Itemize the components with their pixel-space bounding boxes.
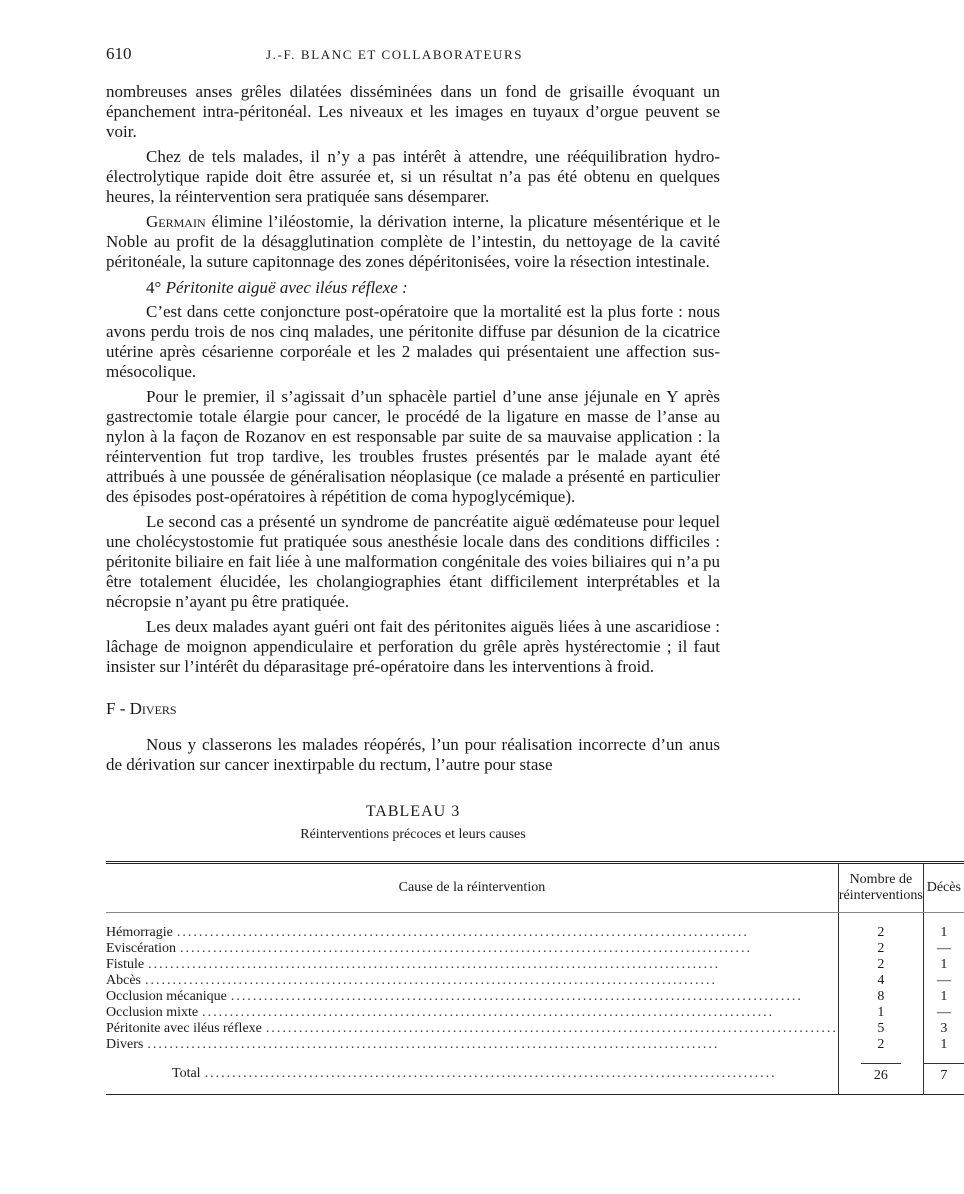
table-header-row — [106, 863, 964, 913]
row-deaths: 1 — [940, 989, 948, 1004]
header-deaths: Décès — [923, 863, 964, 913]
paragraph — [106, 212, 720, 272]
header-cause: Cause de la réintervention — [106, 863, 838, 913]
leader-dots — [145, 973, 838, 989]
paragraph-text: élimine l’iléostomie, la dérivation interne, la plicature mésentérique et le Noble au profit de la désagglutination complète de l’intestin, du nettoyage de la cavité péritonéale, la suture capitonnage des zones dépéritonisées, voire la résection intestinale. — [106, 212, 720, 271]
section-prefix: F - — [106, 699, 130, 718]
row-cause: Occlusion mécanique — [106, 989, 227, 1005]
row-count: 1 — [838, 1005, 923, 1021]
row-cause: Fistule — [106, 957, 145, 973]
section-number: 4° — [146, 278, 162, 297]
row-deaths: — — [936, 973, 951, 988]
row-count: 2 — [838, 957, 923, 973]
paragraph: Pour le premier, il s’agissait d’un sphacèle partiel d’une anse jéjunale en Y après gastrectomie totale élargie pour cancer, le procédé de la ligature en masse de l’anse au nylon à la façon de Rozanov en est responsable par suite de sa mauvaise application : la réintervention fut trop tardive, les troubles frustes présentés par le malade ayant été attribués à une poussée de généralisation néoplasique (ce malade a présenté en particulier des épisodes post-opératoires à répétition de coma hypoglycémique). — [106, 387, 720, 506]
row-count: 4 — [838, 973, 923, 989]
row-count: 8 — [838, 989, 923, 1005]
leader-dots — [202, 1005, 838, 1021]
row-deaths: 1 — [940, 925, 948, 940]
leader-dots — [147, 1037, 838, 1053]
row-count: 2 — [838, 1037, 923, 1057]
row-cause: Abcès — [106, 973, 141, 989]
table-row — [106, 989, 964, 1005]
row-cause: Péritonite avec iléus réflexe — [106, 1021, 262, 1037]
table-caption: Réinterventions précoces et leurs causes — [300, 827, 526, 842]
row-deaths: 3 — [940, 1021, 948, 1036]
row-count: 2 — [838, 913, 923, 942]
section-heading-4 — [146, 278, 720, 298]
row-deaths: 1 — [940, 1037, 948, 1052]
page — [106, 44, 961, 1095]
row-cause: Occlusion mixte — [106, 1005, 199, 1021]
running-header — [106, 44, 720, 74]
row-count: 2 — [838, 941, 923, 957]
section-heading-f — [106, 699, 720, 719]
row-cause: Eviscération — [106, 941, 176, 957]
running-title: J.-F. BLANC ET COLLABORATEURS — [266, 47, 524, 62]
paragraph: Chez de tels malades, il n’y a pas intérêt à attendre, une rééquilibration hydro-électrolytique rapide doit être assurée et, si un résultat n’a pas été obtenu en quelques heures, la réintervention sera pratiquée sans désemparer. — [106, 147, 720, 206]
row-cause: Hémorragie — [106, 925, 173, 941]
row-cause: Divers — [106, 1037, 144, 1053]
leader-dots — [205, 1066, 838, 1082]
table-title: TABLEAU 3 — [365, 803, 461, 820]
header-count: Nombre de réinterventions — [838, 863, 923, 913]
page-number: 610 — [106, 44, 132, 63]
paragraph: Nous y classerons les malades réopérés, l’un pour réalisation incorrecte d’un anus de dérivation sur cancer inextirpable du rectum, l’autre pour stase — [106, 735, 720, 774]
data-table — [106, 861, 964, 1095]
author-name: Germain — [146, 212, 206, 231]
table-total-row — [106, 1057, 964, 1095]
table-row — [106, 913, 964, 942]
row-deaths: — — [936, 1005, 951, 1020]
table-row — [106, 973, 964, 989]
paragraph: Les deux malades ayant guéri ont fait des péritonites aiguës liées à une ascaridiose : lâchage de moignon appendiculaire et perforation du grêle après hystérectomie ; il faut insister sur l’intérêt du déparasitage pré-opératoire dans les interventions à froid. — [106, 617, 720, 676]
table-row — [106, 957, 964, 973]
leader-dots — [266, 1021, 838, 1037]
leader-dots — [177, 925, 838, 941]
row-deaths: — — [936, 941, 951, 956]
paragraph: nombreuses anses grêles dilatées disséminées dans un fond de grisaille évoquant un épanchement intra-péritonéal. Les niveaux et les images en tuyaux d’orgue peuvent se voir. — [106, 82, 720, 141]
table-row — [106, 1021, 964, 1037]
total-label: Total — [172, 1065, 201, 1081]
leader-dots — [148, 957, 838, 973]
section-title: Péritonite aiguë avec iléus réflexe : — [165, 278, 408, 297]
row-count: 5 — [838, 1021, 923, 1037]
table-row — [106, 1005, 964, 1021]
leader-dots — [231, 989, 838, 1005]
table-row — [106, 1037, 964, 1057]
table-row — [106, 941, 964, 957]
paragraph: Le second cas a présenté un syndrome de pancréatite aiguë œdémateuse pour lequel une cholécystostomie fut pratiquée sous anesthésie locale dans des conditions difficiles : péritonite biliaire en fait liée à une malformation congénitale des voies biliaires qui n’a pu être totalement élucidée, les cholangiographies étant difficilement interprétables et la nécropsie n’ayant pu être pratiquée. — [106, 512, 720, 611]
row-deaths: 1 — [940, 957, 948, 972]
paragraph: C’est dans cette conjoncture post-opératoire que la mortalité est la plus forte : nous avons perdu trois de nos cinq malades, une péritonite diffuse par désunion de la cicatrice utérine après césarienne corporéale et les 2 malades qui présentaient une affection sus-mésocolique. — [106, 302, 720, 381]
leader-dots — [180, 941, 838, 957]
total-count: 26 — [861, 1063, 901, 1084]
section-title: Divers — [129, 699, 177, 718]
total-deaths: 7 — [924, 1063, 964, 1084]
